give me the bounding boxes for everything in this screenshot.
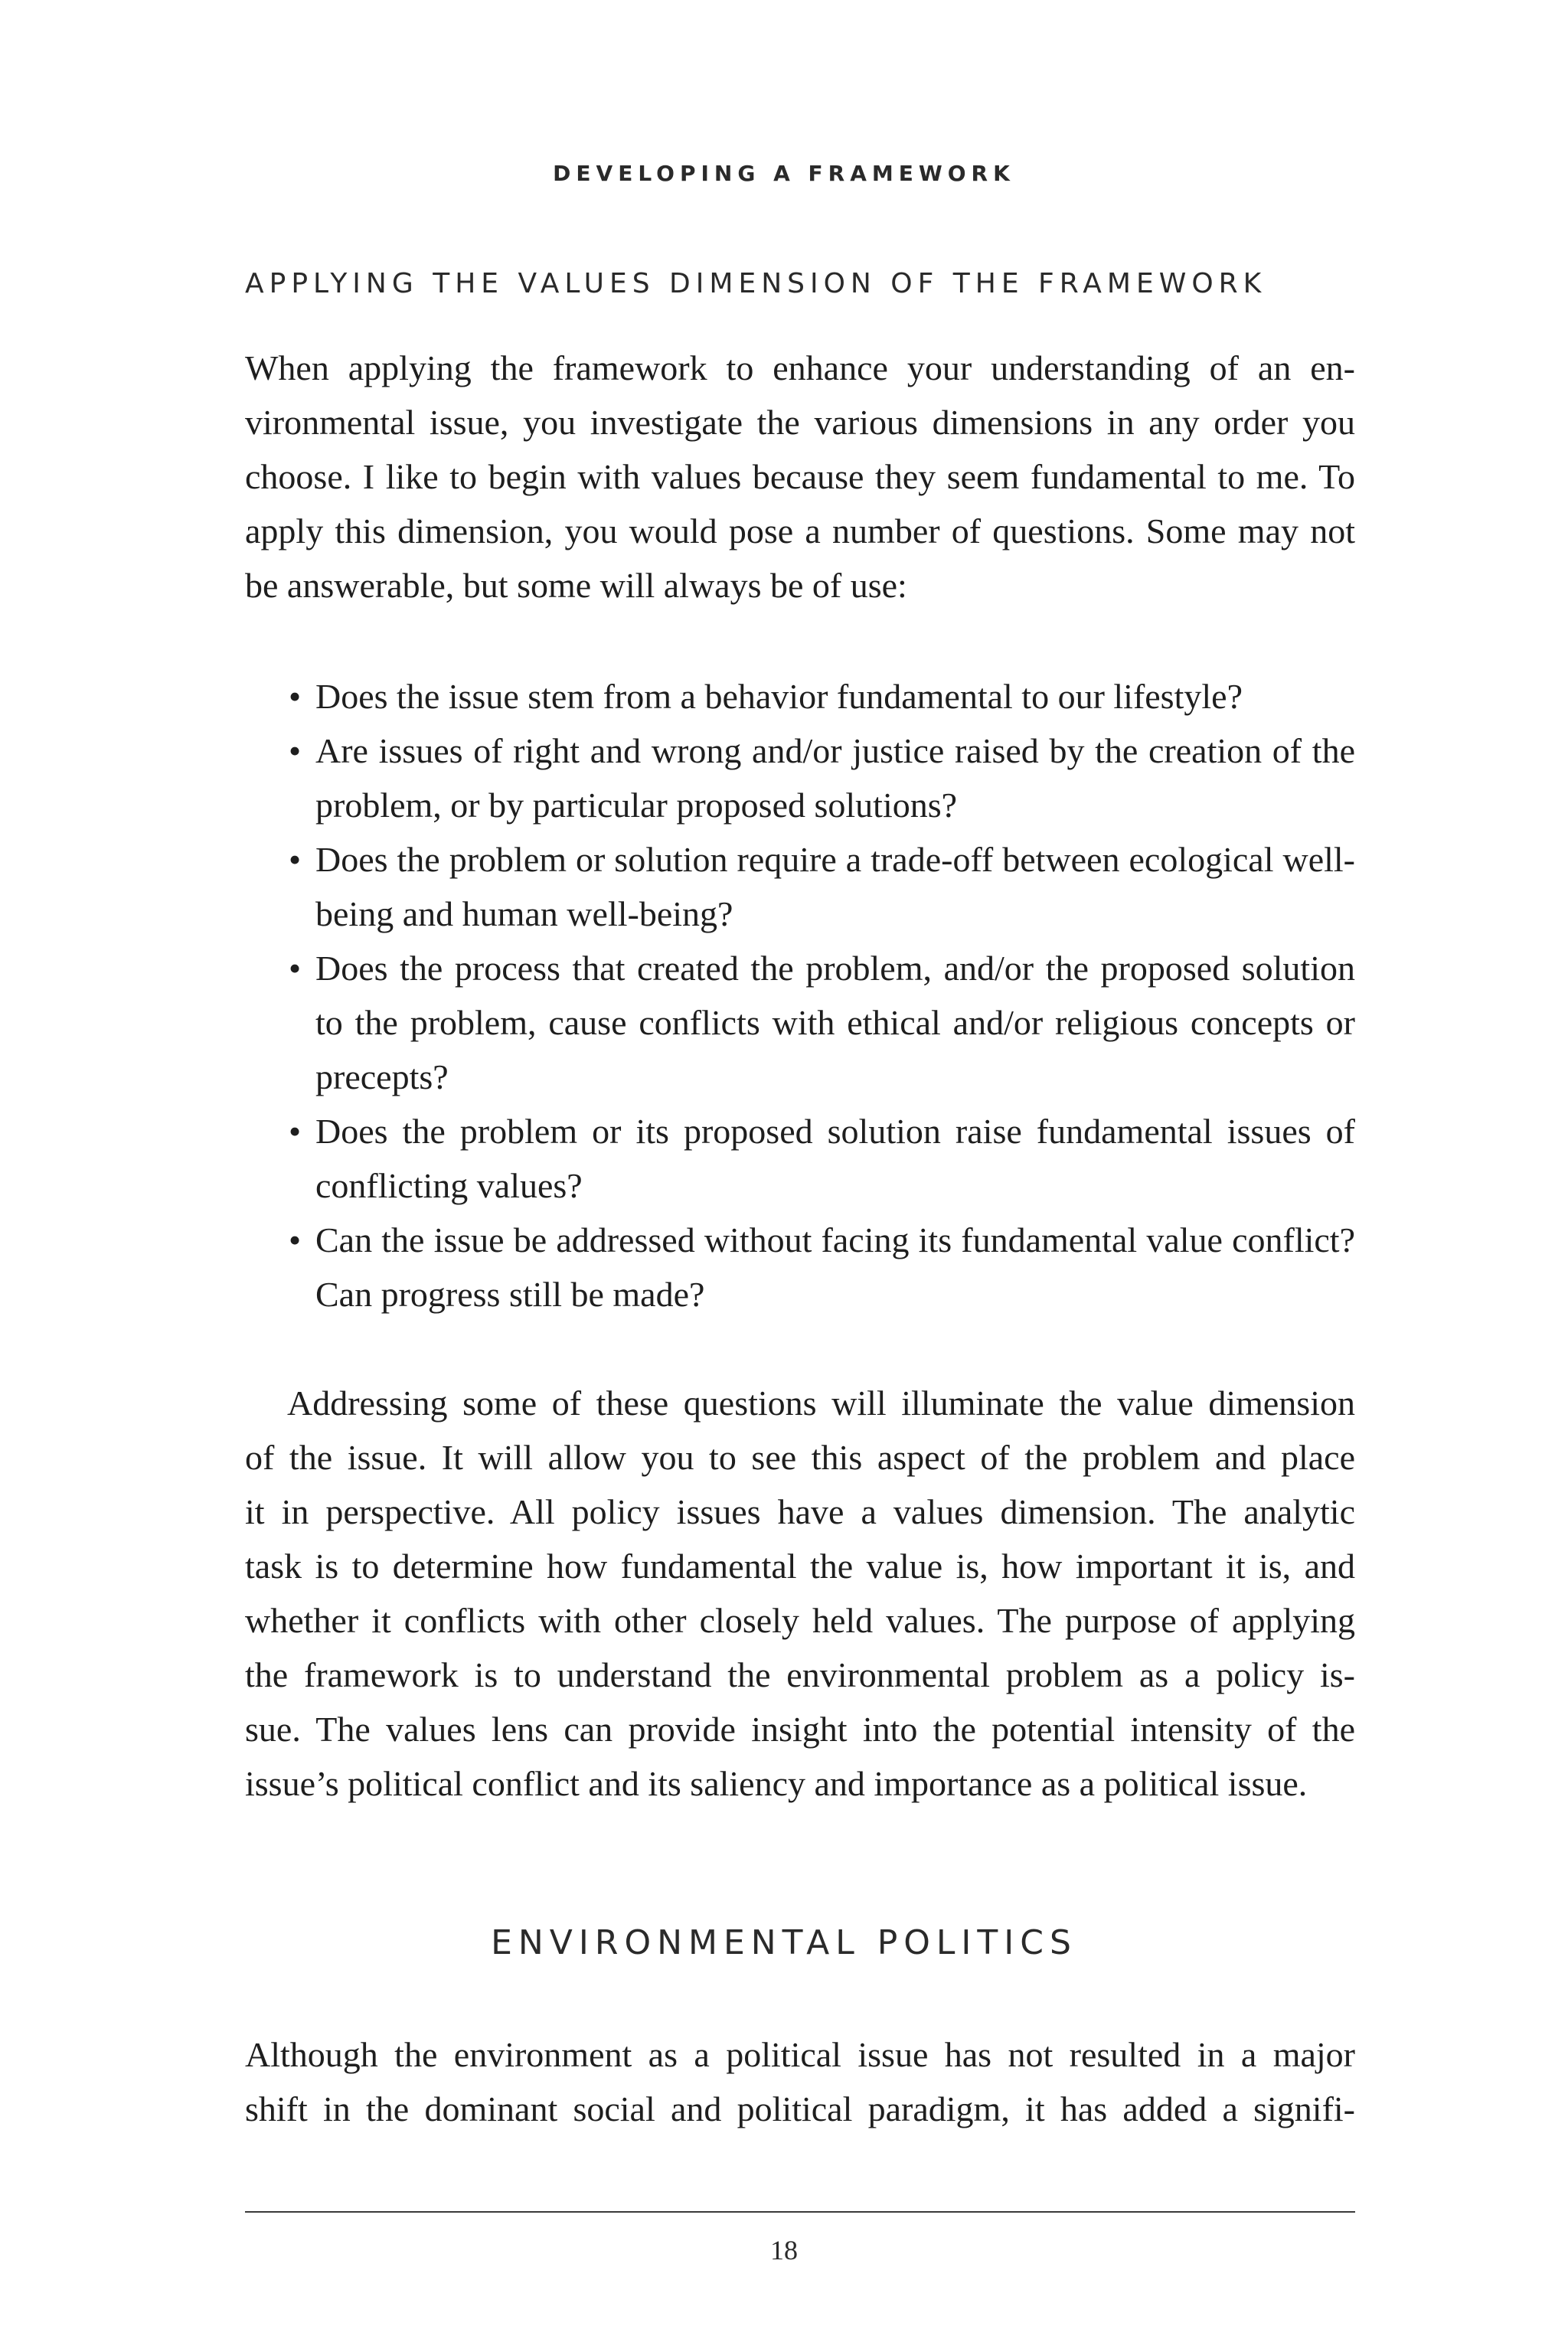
text-line: Although the environment as a political issue has not resulted in a major [245, 2035, 1355, 2074]
text-line: Does the problem or solution require a trade-off between ecological well- [315, 840, 1355, 879]
text-line: it in perspective. All policy issues have a values dimension. The analytic [245, 1492, 1355, 1531]
section-heading: APPLYING THE VALUES DIMENSION OF THE FRAMEWORK [245, 268, 1267, 299]
bullet-icon: • [289, 1112, 302, 1151]
paragraph-values-analysis [245, 1376, 1355, 1811]
text-line: precepts? [315, 1057, 449, 1096]
bullet-icon: • [289, 949, 302, 988]
bullet-icon: • [289, 677, 302, 716]
text-line: task is to determine how fundamental the value is, how important it is, and [245, 1547, 1355, 1586]
environmental-politics-heading: ENVIRONMENTAL POLITICS [491, 1923, 1077, 1962]
bullet-icon: • [289, 731, 302, 770]
list-item [245, 1104, 1355, 1213]
text-line: to the problem, cause conflicts with ethical and/or religious concepts or [315, 1003, 1355, 1042]
bullet-icon: • [289, 1220, 302, 1259]
text-line: Are issues of right and wrong and/or justice raised by the creation of the [315, 731, 1355, 770]
text-line: choose. I like to begin with values because they seem fundamental to me. To [245, 457, 1355, 496]
text-line: Does the process that created the problem, and/or the proposed solution [315, 949, 1355, 988]
text-line: vironmental issue, you investigate the various dimensions in any order you [245, 403, 1355, 442]
list-item [245, 724, 1355, 832]
text-line: whether it conflicts with other closely held values. The purpose of applying [245, 1601, 1355, 1640]
text-line: be answerable, but some will always be of use: [245, 566, 907, 605]
text-line: Addressing some of these questions will illuminate the value dimension [287, 1383, 1355, 1423]
text-line: sue. The values lens can provide insight into the potential intensity of the [245, 1710, 1355, 1749]
text-line: conflicting values? [315, 1166, 583, 1205]
running-head: DEVELOPING A FRAMEWORK [553, 161, 1015, 186]
text-line: shift in the dominant social and political paradigm, it has added a signifi- [245, 2089, 1355, 2128]
footer-rule [245, 2211, 1355, 2213]
text-line: apply this dimension, you would pose a number of questions. Some may not [245, 511, 1355, 550]
text-line: being and human well-being? [315, 894, 733, 933]
page-number: 18 [770, 2235, 798, 2265]
text-line: problem, or by particular proposed solutions? [315, 786, 958, 825]
text-line: Can progress still be made? [315, 1275, 705, 1314]
bullet-icon: • [289, 840, 302, 879]
text-line: Does the issue stem from a behavior fundamental to our lifestyle? [315, 677, 1243, 716]
text-line: Does the problem or its proposed solution raise fundamental issues of [315, 1112, 1355, 1151]
paragraph-environmental-politics [245, 2027, 1355, 2136]
text-line: the framework is to understand the environmental problem as a policy is- [245, 1655, 1355, 1694]
text-line: Can the issue be addressed without facing its fundamental value conflict? [315, 1220, 1355, 1259]
text-line: When applying the framework to enhance your understanding of an en- [245, 348, 1355, 387]
paragraph-intro [245, 341, 1355, 612]
list-item [245, 669, 1355, 724]
list-item [245, 941, 1355, 1104]
question-list [245, 669, 1355, 1321]
text-line: issue’s political conflict and its saliency and importance as a political issue. [245, 1764, 1308, 1803]
list-item [245, 1213, 1355, 1321]
text-line: of the issue. It will allow you to see this aspect of the problem and place [245, 1438, 1355, 1477]
list-item [245, 832, 1355, 941]
